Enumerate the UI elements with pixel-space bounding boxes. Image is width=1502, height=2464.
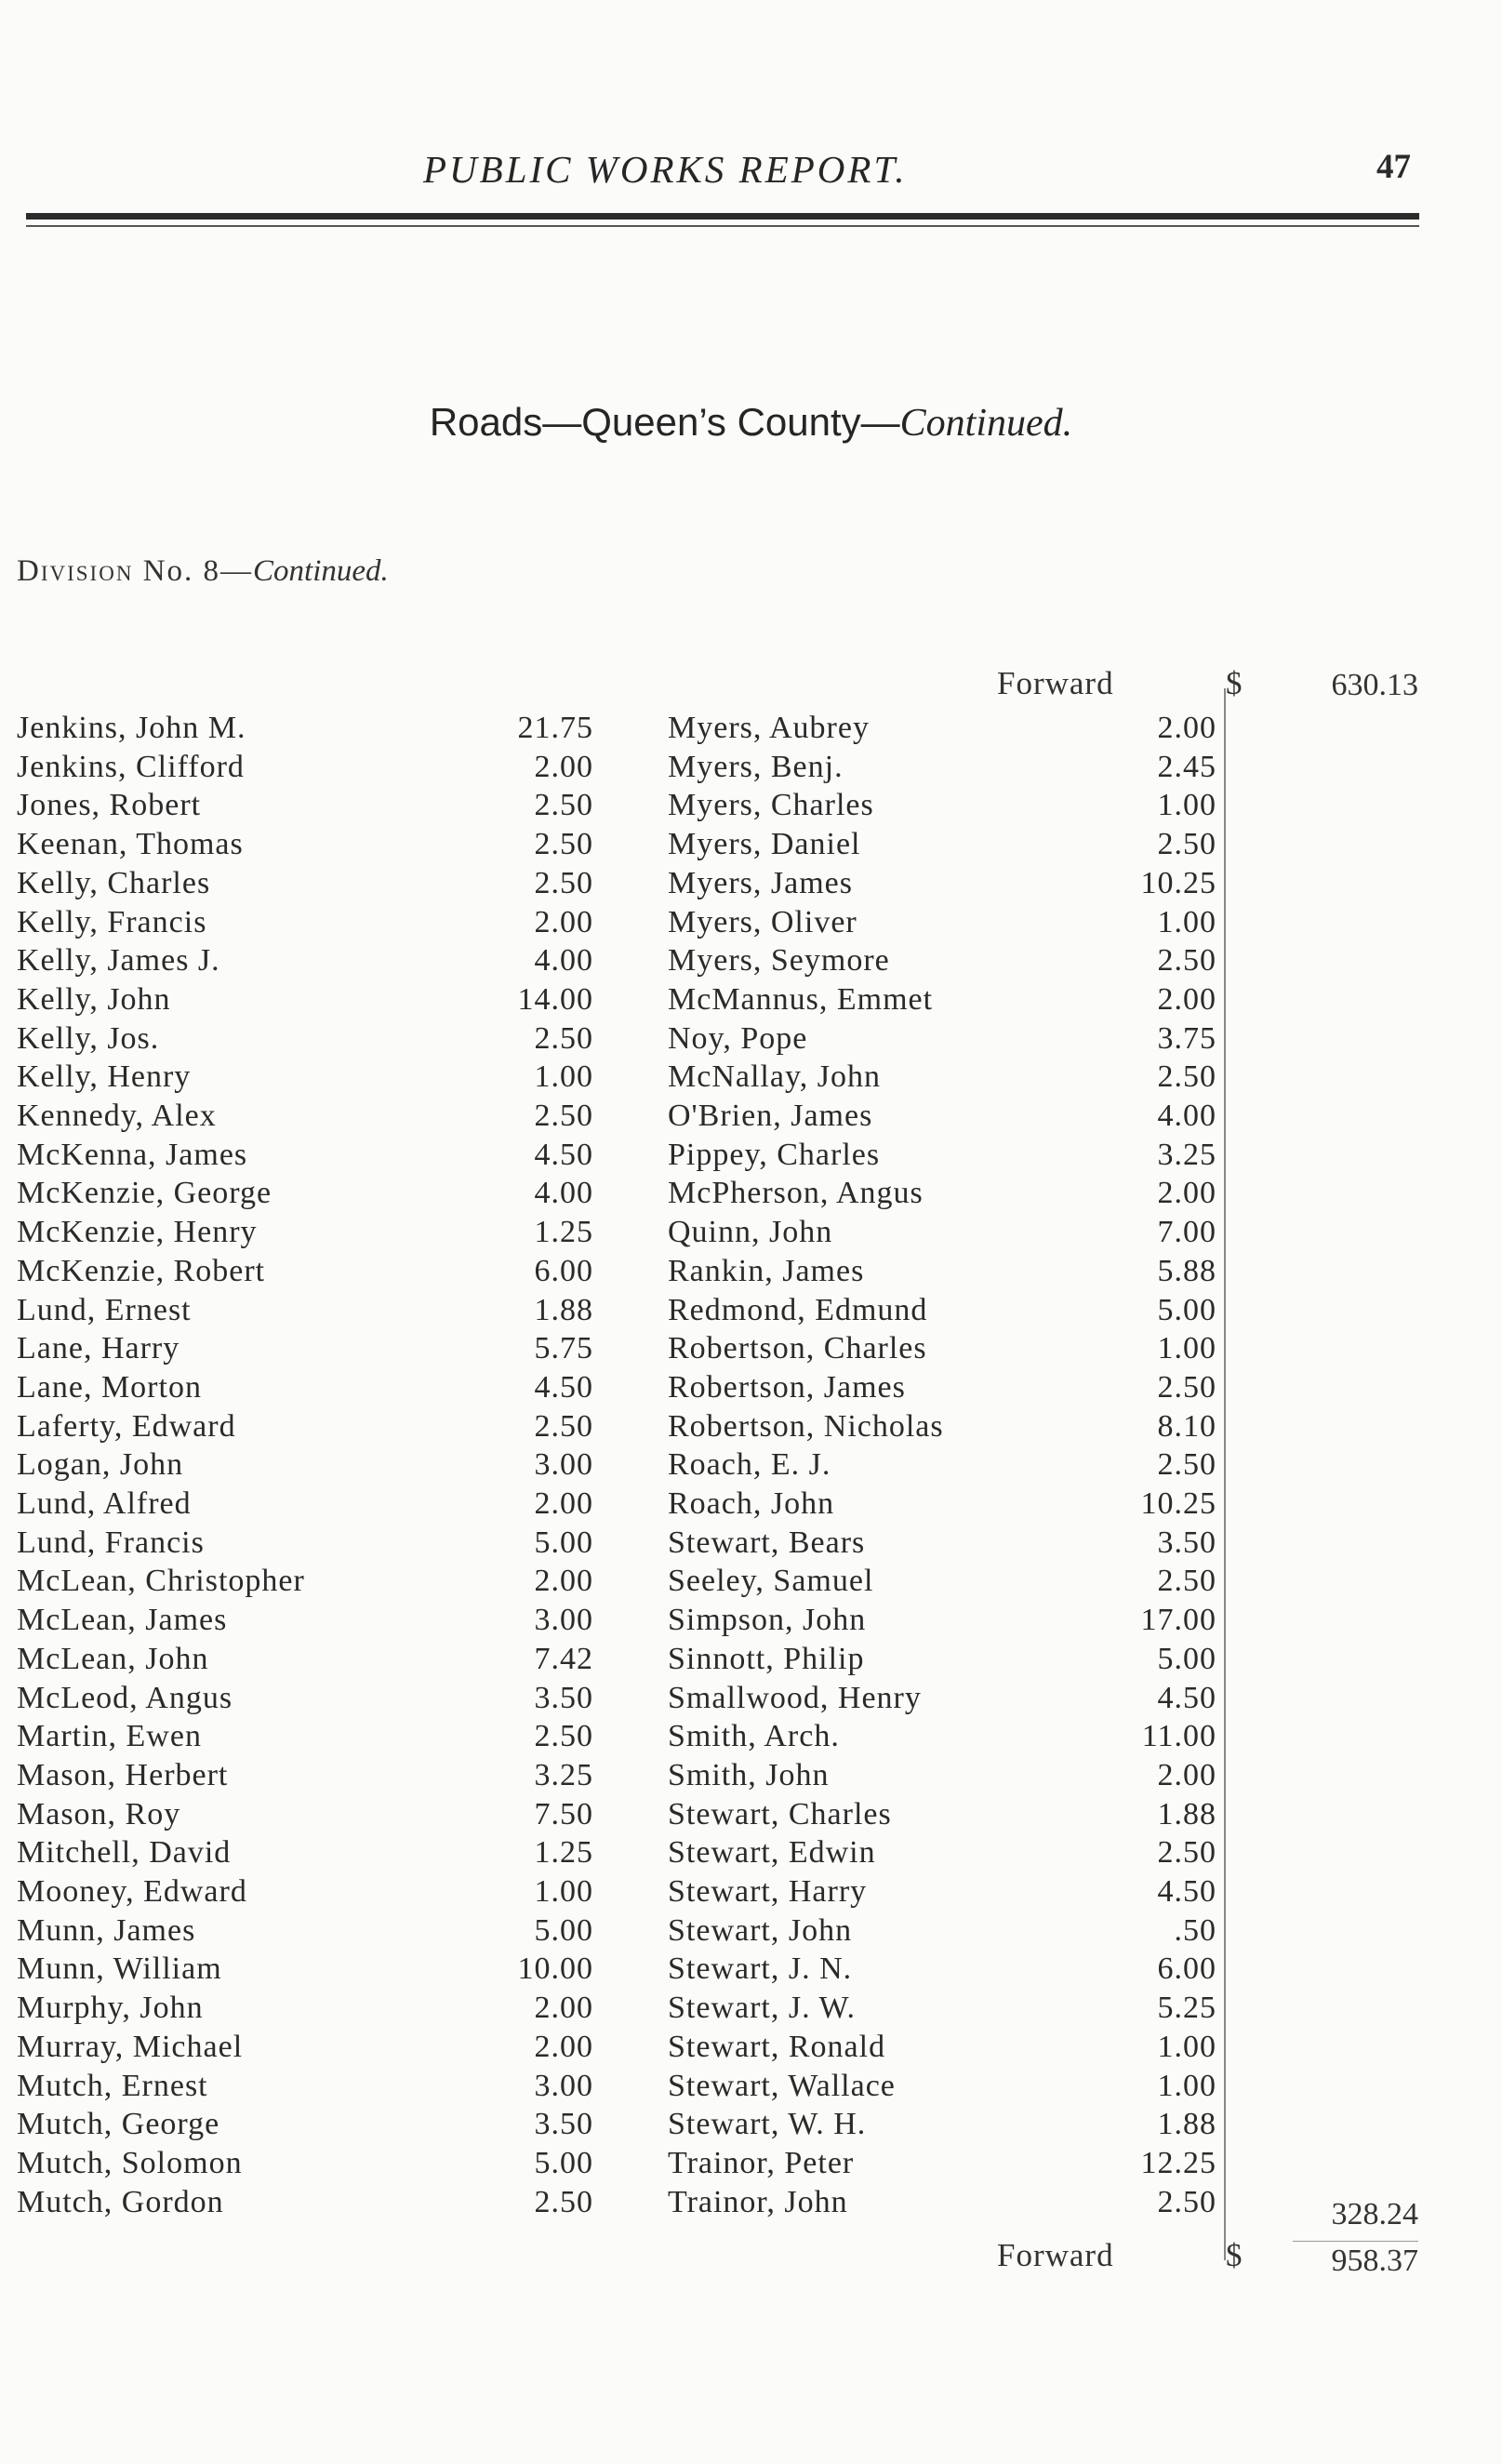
- payee-name: Smallwood, Henry: [668, 1680, 922, 1715]
- payment-amount: 2.50: [1157, 943, 1216, 979]
- list-item: [17, 1097, 593, 1136]
- payee-name: Myers, Aubrey: [668, 711, 870, 745]
- payment-amount: 3.00: [534, 2068, 593, 2103]
- list-item: [668, 2105, 1226, 2144]
- forward-bottom-currency: $: [1226, 2237, 1243, 2273]
- list-item: [668, 1872, 1226, 1911]
- payee-name: Stewart, J. N.: [668, 1951, 853, 1987]
- list-item: [668, 1097, 1226, 1136]
- list-item: [17, 1291, 593, 1330]
- payment-amount: 2.50: [1157, 1835, 1216, 1871]
- payment-amount: 1.88: [1157, 2107, 1216, 2142]
- list-item: [17, 2067, 593, 2106]
- payment-amount: 3.25: [534, 1757, 593, 1792]
- payment-amount: 2.50: [534, 827, 593, 862]
- section-title-text: Roads—Queen’s County—: [429, 400, 900, 444]
- payee-name: Munn, James: [17, 1912, 196, 1948]
- payment-amount: 2.50: [534, 788, 593, 823]
- list-item: [668, 1989, 1226, 2028]
- payee-name: Stewart, Charles: [668, 1796, 892, 1831]
- list-item: [17, 2183, 593, 2222]
- list-item: [17, 1252, 593, 1291]
- payment-amount: 2.50: [1157, 1059, 1216, 1095]
- list-item: [17, 748, 593, 787]
- payee-name: Smith, John: [668, 1757, 830, 1792]
- payment-amount: 2.00: [1157, 1757, 1216, 1792]
- list-item: [17, 825, 593, 864]
- payee-name: Trainor, Peter: [668, 2145, 855, 2180]
- payment-amount: 3.00: [534, 1447, 593, 1483]
- payee-name: Robertson, James: [668, 1369, 906, 1405]
- running-title: PUBLIC WORKS REPORT.: [423, 148, 908, 191]
- payee-name: McMannus, Emmet: [668, 981, 934, 1017]
- list-item: [17, 1679, 593, 1718]
- list-item: [17, 1329, 593, 1368]
- payee-name: Stewart, John: [668, 1912, 853, 1948]
- payee-name: Myers, Benj.: [668, 749, 844, 784]
- payment-amount: 1.88: [534, 1292, 593, 1327]
- payee-name: Roach, John: [668, 1486, 835, 1521]
- list-item: [668, 941, 1226, 980]
- payment-amount: 4.50: [534, 1369, 593, 1405]
- payment-amount: 11.00: [1141, 1719, 1216, 1754]
- subtotal-rule: [1293, 2241, 1418, 2242]
- payment-amount: 2.00: [1157, 1176, 1216, 1211]
- payment-amount: 2.00: [1157, 981, 1216, 1017]
- payment-amount: 3.50: [1157, 1525, 1216, 1560]
- payee-name: Seeley, Samuel: [668, 1564, 874, 1599]
- list-item: [668, 1640, 1226, 1679]
- payee-name: Robertson, Charles: [668, 1331, 927, 1366]
- payment-amount: 1.00: [1157, 788, 1216, 823]
- payment-amount: 3.25: [1157, 1137, 1216, 1172]
- payee-name: Murray, Michael: [17, 2029, 244, 2064]
- list-item: [668, 980, 1226, 1019]
- payee-name: Robertson, Nicholas: [668, 1408, 944, 1444]
- payee-name: Keenan, Thomas: [17, 827, 244, 862]
- list-item: [668, 1950, 1226, 1989]
- list-item: [17, 786, 593, 825]
- list-item: [17, 1950, 593, 1989]
- payment-amount: 5.00: [534, 2145, 593, 2180]
- list-item: [668, 1136, 1226, 1175]
- payee-name: Kelly, James J.: [17, 943, 220, 979]
- payment-amount: 4.50: [1157, 1680, 1216, 1715]
- list-item: [17, 1407, 593, 1446]
- payee-name: Rankin, James: [668, 1253, 865, 1288]
- payee-name: Lund, Alfred: [17, 1486, 192, 1521]
- payee-name: McKenzie, George: [17, 1176, 272, 1211]
- payment-amount: 2.50: [1157, 1369, 1216, 1405]
- payment-amount: 2.00: [1157, 711, 1216, 745]
- payee-name: Munn, William: [17, 1951, 222, 1987]
- list-item: [668, 1524, 1226, 1563]
- list-item: [17, 709, 593, 748]
- list-item: [17, 1562, 593, 1601]
- payee-name: McNallay, John: [668, 1059, 881, 1095]
- payment-amount: 3.75: [1157, 1020, 1216, 1056]
- payee-name: Laferty, Edward: [17, 1408, 236, 1444]
- list-item: [668, 1407, 1226, 1446]
- payment-amount: 5.00: [534, 1912, 593, 1948]
- list-item: [17, 1911, 593, 1951]
- list-item: [17, 2144, 593, 2183]
- payment-amount: 2.50: [1157, 827, 1216, 862]
- payee-name: Lane, Harry: [17, 1331, 180, 1366]
- division-number: No. 8—: [142, 554, 254, 588]
- payee-name: Trainor, John: [668, 2184, 848, 2219]
- payee-name: Mason, Herbert: [17, 1757, 229, 1792]
- list-item: [17, 864, 593, 903]
- division-heading: [17, 554, 389, 589]
- payment-amount: 2.00: [534, 1564, 593, 1599]
- payment-amount: 3.50: [534, 1680, 593, 1715]
- payee-name: Murphy, John: [17, 1991, 204, 2026]
- payee-name: Myers, Oliver: [668, 904, 857, 939]
- payee-name: Myers, Daniel: [668, 827, 861, 862]
- payee-name: Logan, John: [17, 1447, 184, 1483]
- payee-name: Mutch, Ernest: [17, 2068, 208, 2103]
- payment-amount: 3.50: [534, 2107, 593, 2142]
- payment-amount: .50: [1174, 1912, 1216, 1948]
- list-item: [668, 1911, 1226, 1951]
- payee-name: Stewart, Ronald: [668, 2029, 886, 2064]
- forward-top-currency: $: [1226, 665, 1243, 701]
- list-item: [17, 1989, 593, 2028]
- payee-name: Stewart, Bears: [668, 1525, 866, 1560]
- payee-name: Stewart, Edwin: [668, 1835, 876, 1871]
- section-title: [0, 400, 1502, 446]
- payment-amount: 4.50: [1157, 1874, 1216, 1909]
- payment-amount: 2.45: [1157, 749, 1216, 784]
- payment-amount: 6.00: [1157, 1951, 1216, 1987]
- payment-amount: 7.42: [534, 1641, 593, 1676]
- list-item: [17, 1174, 593, 1213]
- payment-amount: 6.00: [534, 1253, 593, 1288]
- payment-amount: 8.10: [1157, 1408, 1216, 1444]
- list-item: [17, 1368, 593, 1407]
- payment-amount: 1.25: [534, 1835, 593, 1871]
- payment-amount: 1.88: [1157, 1796, 1216, 1831]
- payee-name: Lund, Francis: [17, 1525, 205, 1560]
- list-item: [668, 1368, 1226, 1407]
- list-item: [668, 825, 1226, 864]
- payee-name: Kelly, Jos.: [17, 1020, 160, 1056]
- payee-name: Lund, Ernest: [17, 1292, 192, 1327]
- header-rule-thin: [26, 225, 1419, 227]
- payment-amount: 2.50: [1157, 1447, 1216, 1483]
- payment-amount: 5.88: [1157, 1253, 1216, 1288]
- payment-amount: 4.00: [1157, 1099, 1216, 1133]
- forward-top-label: Forward: [997, 665, 1114, 701]
- payment-amount: 2.00: [534, 1991, 593, 2026]
- payment-amount: 2.50: [1157, 2184, 1216, 2219]
- payee-name: Mitchell, David: [17, 1835, 232, 1871]
- payment-amount: 12.25: [1140, 2145, 1216, 2180]
- payment-amount: 1.00: [534, 1059, 593, 1095]
- list-item: [668, 1174, 1226, 1213]
- list-item: [17, 2105, 593, 2144]
- list-item: [668, 2067, 1226, 2106]
- payee-name: Jenkins, Clifford: [17, 749, 245, 784]
- list-item: [668, 786, 1226, 825]
- payment-amount: 2.50: [534, 1020, 593, 1056]
- payee-name: Pippey, Charles: [668, 1137, 881, 1172]
- list-item: [668, 1795, 1226, 1834]
- payee-name: Kelly, John: [17, 981, 171, 1017]
- division-label: Division: [17, 554, 134, 588]
- payee-name: Mutch, Solomon: [17, 2145, 243, 2180]
- list-item: [17, 903, 593, 942]
- payee-name: McKenzie, Robert: [17, 1253, 266, 1288]
- payment-amount: 2.50: [1157, 1564, 1216, 1599]
- payee-name: Redmond, Edmund: [668, 1292, 928, 1327]
- list-item: [17, 1756, 593, 1795]
- payment-amount: 17.00: [1140, 1603, 1216, 1638]
- payee-name: Stewart, W. H.: [668, 2107, 867, 2142]
- payee-name: Roach, E. J.: [668, 1447, 831, 1483]
- list-item: [668, 2183, 1226, 2222]
- payment-amount: 4.00: [534, 1176, 593, 1211]
- list-item: [17, 1601, 593, 1640]
- payee-name: Mason, Roy: [17, 1796, 181, 1831]
- header-rule-thick: [26, 213, 1419, 220]
- list-item: [17, 1640, 593, 1679]
- list-item: [668, 1019, 1226, 1059]
- list-item: [17, 1213, 593, 1252]
- payment-amount: 1.00: [534, 1874, 593, 1909]
- payment-amount: 7.00: [1157, 1215, 1216, 1250]
- forward-bottom-amount: 958.37: [1331, 2244, 1418, 2278]
- payee-name: Noy, Pope: [668, 1020, 808, 1056]
- payment-amount: 14.00: [517, 981, 593, 1017]
- payee-name: Mutch, Gordon: [17, 2184, 224, 2219]
- list-item: [17, 1833, 593, 1872]
- payee-name: Smith, Arch.: [668, 1719, 840, 1754]
- list-item: [668, 1601, 1226, 1640]
- payee-name: Myers, James: [668, 865, 853, 900]
- payee-name: Stewart, J. W.: [668, 1991, 856, 2026]
- list-item: [668, 1058, 1226, 1097]
- payment-amount: 5.00: [534, 1525, 593, 1560]
- payment-amount: 3.00: [534, 1603, 593, 1638]
- list-item: [668, 1562, 1226, 1601]
- payee-name: Stewart, Wallace: [668, 2068, 896, 2103]
- payee-name: McLean, Christopher: [17, 1564, 305, 1599]
- list-item: [17, 941, 593, 980]
- list-item: [668, 1329, 1226, 1368]
- payee-name: McPherson, Angus: [668, 1176, 924, 1211]
- list-item: [668, 1213, 1226, 1252]
- payee-name: Martin, Ewen: [17, 1719, 202, 1754]
- payee-name: Stewart, Harry: [668, 1874, 868, 1909]
- running-header: [0, 147, 1502, 195]
- list-item: [17, 1019, 593, 1059]
- payee-name: McLean, James: [17, 1603, 228, 1638]
- list-item: [17, 1485, 593, 1524]
- list-item: [668, 2028, 1226, 2067]
- payment-amount: 2.00: [534, 2029, 593, 2064]
- list-item: [17, 980, 593, 1019]
- list-item: [17, 2028, 593, 2067]
- list-item: [17, 1872, 593, 1911]
- list-item: [668, 748, 1226, 787]
- payment-amount: 2.50: [534, 2184, 593, 2219]
- payment-amount: 2.50: [534, 1408, 593, 1444]
- payee-name: O'Brien, James: [668, 1099, 873, 1133]
- payee-name: Jenkins, John M.: [17, 711, 246, 745]
- list-item: [668, 2144, 1226, 2183]
- payment-amount: 5.00: [1157, 1641, 1216, 1676]
- payment-amount: 1.00: [1157, 2068, 1216, 2103]
- payee-name: Myers, Seymore: [668, 943, 890, 979]
- payment-amount: 2.50: [534, 1719, 593, 1754]
- list-item: [17, 1717, 593, 1756]
- section-continued: Continued.: [899, 402, 1073, 445]
- payee-name: Jones, Robert: [17, 788, 202, 823]
- payee-name: Sinnott, Philip: [668, 1641, 865, 1676]
- list-item: [668, 903, 1226, 942]
- list-item: [17, 1136, 593, 1175]
- payee-name: McLeod, Angus: [17, 1680, 233, 1715]
- payment-amount: 5.25: [1157, 1991, 1216, 2026]
- payee-name: Kelly, Charles: [17, 865, 211, 900]
- payment-amount: 2.50: [534, 1099, 593, 1133]
- list-item: [668, 1291, 1226, 1330]
- payment-amount: 4.00: [534, 943, 593, 979]
- payee-name: Mooney, Edward: [17, 1874, 247, 1909]
- list-item: [668, 1679, 1226, 1718]
- list-item: [17, 1445, 593, 1485]
- payment-amount: 10.25: [1140, 1486, 1216, 1521]
- payment-amount: 1.25: [534, 1215, 593, 1250]
- payee-name: McKenzie, Henry: [17, 1215, 258, 1250]
- list-item: [668, 1717, 1226, 1756]
- payee-name: McKenna, James: [17, 1137, 248, 1172]
- forward-top-amount: 630.13: [1331, 668, 1418, 702]
- payee-name: Kelly, Francis: [17, 904, 207, 939]
- payment-amount: 5.75: [534, 1331, 593, 1366]
- division-continued: Continued.: [253, 554, 389, 588]
- list-item: [668, 1252, 1226, 1291]
- payment-amount: 7.50: [534, 1796, 593, 1831]
- list-item: [668, 1445, 1226, 1485]
- list-item: [668, 709, 1226, 748]
- payment-amount: 2.00: [534, 749, 593, 784]
- list-item: [668, 864, 1226, 903]
- payment-amount: 2.50: [534, 865, 593, 900]
- column-subtotal: 328.24: [1331, 2197, 1418, 2231]
- payee-name: Lane, Morton: [17, 1369, 202, 1405]
- list-item: [668, 1756, 1226, 1795]
- list-item: [668, 1833, 1226, 1872]
- payment-amount: 2.00: [534, 1486, 593, 1521]
- payee-name: Kelly, Henry: [17, 1059, 192, 1095]
- payment-amount: 21.75: [517, 711, 593, 745]
- list-item: [17, 1058, 593, 1097]
- payment-amount: 2.00: [534, 904, 593, 939]
- payment-amount: 1.00: [1157, 2029, 1216, 2064]
- payee-name: McLean, John: [17, 1641, 209, 1676]
- payment-amount: 10.00: [517, 1951, 593, 1987]
- payment-amount: 1.00: [1157, 904, 1216, 939]
- payee-name: Myers, Charles: [668, 788, 874, 823]
- payee-name: Quinn, John: [668, 1215, 833, 1250]
- payment-amount: 1.00: [1157, 1331, 1216, 1366]
- forward-bottom-label: Forward: [997, 2237, 1114, 2273]
- payment-amount: 5.00: [1157, 1292, 1216, 1327]
- payee-name: Kennedy, Alex: [17, 1099, 217, 1133]
- list-item: [17, 1795, 593, 1834]
- payee-name: Mutch, George: [17, 2107, 220, 2142]
- payment-amount: 10.25: [1140, 865, 1216, 900]
- page-number: 47: [1376, 148, 1411, 186]
- payment-amount: 4.50: [534, 1137, 593, 1172]
- payee-name: Simpson, John: [668, 1603, 867, 1638]
- list-item: [668, 1485, 1226, 1524]
- list-item: [17, 1524, 593, 1563]
- amount-column-rule: [1224, 688, 1226, 2260]
